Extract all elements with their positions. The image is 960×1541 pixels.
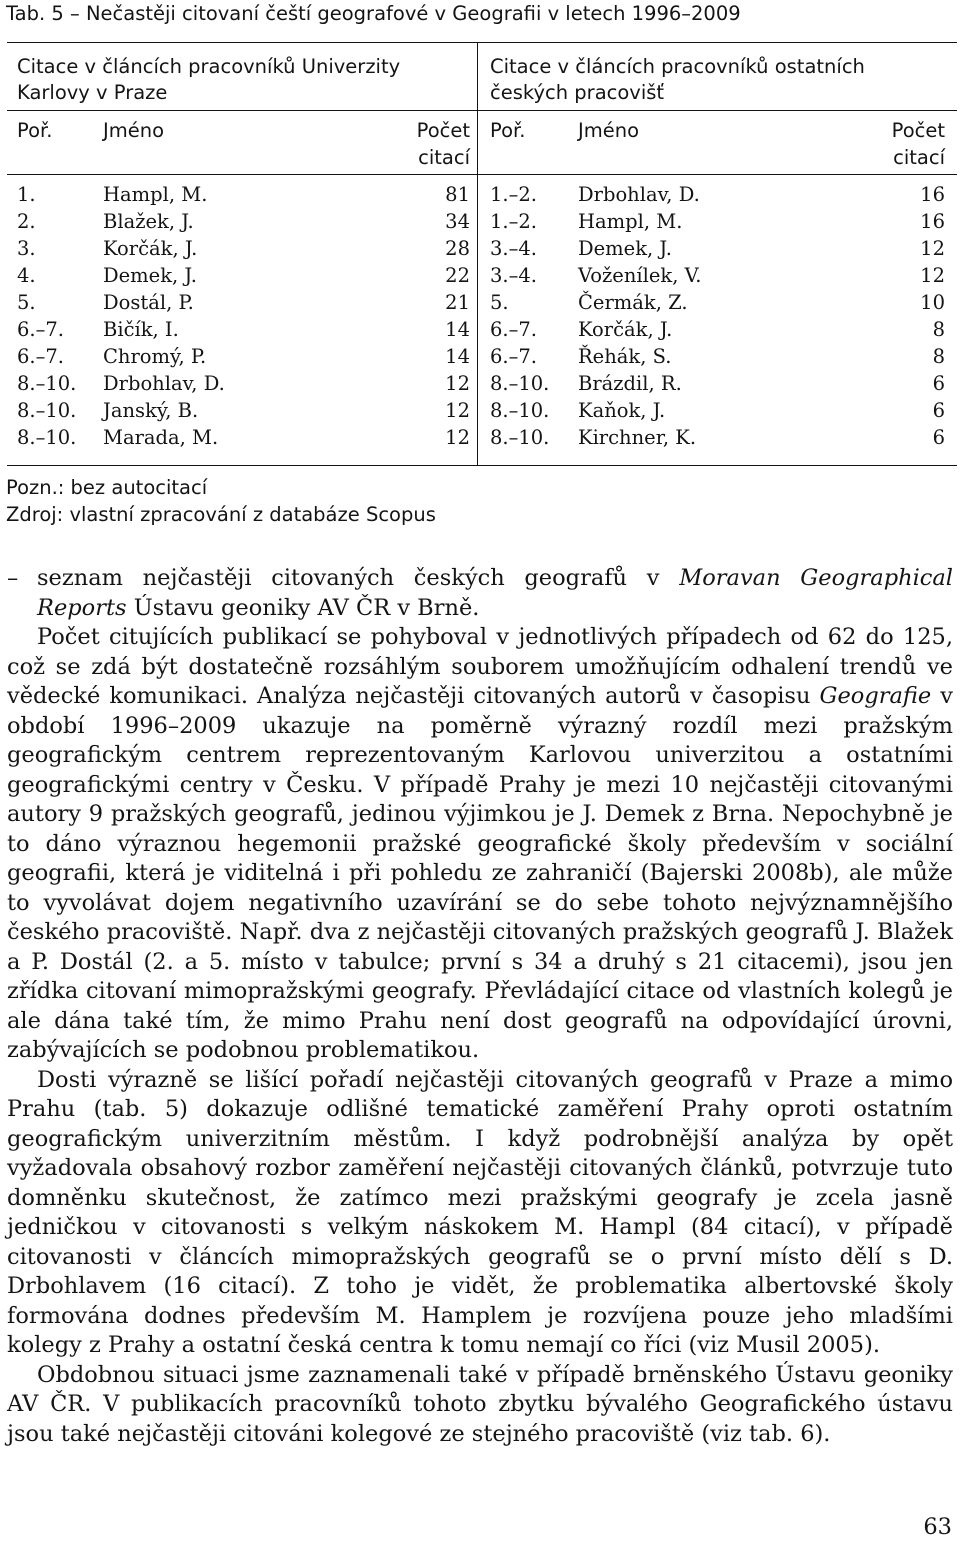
right-group-title-line-1: Citace v článcích pracovníků ostatních [490, 55, 865, 78]
count-cell: 16 [920, 210, 945, 233]
paragraph-1 [7, 623, 953, 1066]
right-group-title-rule [478, 110, 957, 111]
left-group-title [17, 54, 400, 106]
paragraph-1-text-before: Počet citujících publikací se pohyboval v jednotlivých případech od 62 do 125, což se zdá být dostatečně rozsáhlým souborem umožňujícím odhalení trendů ve vědecké komunikaci. Analýza nejčastěji citovaných autorů v časopisu [7, 624, 953, 709]
name-cell: Bičík, I. [103, 318, 179, 341]
name-cell: Hampl, M. [578, 210, 683, 233]
count-cell: 28 [445, 237, 470, 260]
table-row [490, 343, 945, 370]
table-row [490, 397, 945, 424]
right-header-rule [478, 174, 957, 175]
table-row [490, 316, 945, 343]
right-col-count-header-1: Počet [891, 119, 945, 142]
left-group-title-line-2: Karlovy v Praze [17, 81, 168, 104]
table-row [490, 370, 945, 397]
name-cell: Drbohlav, D. [578, 183, 700, 206]
name-cell: Řehák, S. [578, 345, 672, 368]
rank-cell: 8.–10. [17, 372, 77, 395]
count-cell: 6 [932, 372, 945, 395]
count-cell: 34 [445, 210, 470, 233]
page-number: 63 [923, 1514, 952, 1540]
count-cell: 8 [932, 318, 945, 341]
count-cell: 12 [445, 426, 470, 449]
name-cell: Hampl, M. [103, 183, 208, 206]
name-cell: Chromý, P. [103, 345, 207, 368]
table-row [17, 424, 470, 451]
rank-cell: 2. [17, 210, 36, 233]
table-row [490, 181, 945, 208]
paragraph-2: Dosti výrazně se lišící pořadí nejčastěji citovaných geografů v Praze a mimo Prahu (tab. 5) dokazuje odlišné tematické zaměření Prahy oproti ostatním geografickým univerzitním městům. I když podrobnější analýza by opět vyžadovala obsahový rozbor zaměření nejčastěji citovaných článků, potvrzuje tuto domněnku skutečnost, že zatímco mezi pražskými geografy je zcela jasně jedničkou v citovanosti s velkým náskokem M. Hampl (84 citací), v případě citovanosti v článcích mimopražských geografů se o první místo dělí s D. Drbohlavem (16 citací). Z toho je vidět, že problematika albertovské školy formována dodnes především M. Hamplem je rozvíjena pouze jeho mladšími kolegy z Prahy a ostatní česká centra k tomu nemají co říci (viz Musil 2005). [7, 1066, 953, 1358]
table-row [490, 208, 945, 235]
table-row [490, 289, 945, 316]
rank-cell: 8.–10. [17, 426, 77, 449]
table-row [17, 208, 470, 235]
table-row [17, 343, 470, 370]
left-col-rank-header: Poř. [17, 119, 53, 142]
count-cell: 21 [445, 291, 470, 314]
count-cell: 12 [920, 264, 945, 287]
count-cell: 14 [445, 345, 470, 368]
name-cell: Korčák, J. [103, 237, 198, 260]
paragraph-1-text-after: v období 1996–2009 ukazuje na poměrně výrazný rozdíl mezi pražským geografickým centrem reprezentovaným Karlovou univerzitou a ostatními geografickými centry v Česku. V případě Prahy je mezi 10 nejčastěji citovanými autory 9 pražských geografů, jedinou výjimkou je J. Demek z Brna. Nepochybně je to dáno výraznou hegemonii pražské geografické školy především v sociální geografii, která je viditelná i při pohledu ze zahraničí (Bajerski 2008b), ale může to vyvolávat dojem negativního uzavírání se do sebe tohoto nejvýznamnějšího českého pracoviště. Např. dva z nejčastěji citovaných pražských geografů J. Blažek a P. Dostál (2. a 5. místo v tabulce; první s 34 a druhý s 21 citacemi), jsou jen zřídka citovaní mimopražskými geografy. Převládající citace od vlastních kolegů je ale dána také tím, že mimo Prahu není dost geografů na odpovídající úrovni, zabývajících se podobnou problematikou. [7, 683, 953, 1063]
journal-title-geografie: Geografie [819, 683, 932, 709]
count-cell: 22 [445, 264, 470, 287]
table-source: Zdroj: vlastní zpracování z databáze Scopus [6, 503, 436, 526]
count-cell: 14 [445, 318, 470, 341]
name-cell: Čermák, Z. [578, 291, 688, 314]
rank-cell: 3.–4. [490, 264, 537, 287]
rank-cell: 6.–7. [17, 345, 64, 368]
paragraph-3: Obdobnou situaci jsme zaznamenali také v případě brněnského Ústavu geoniky AV ČR. V publikacích pracovníků tohoto zbytku bývalého Geografického ústavu jsou také nejčastěji citováni kolegové ze stejného pracoviště (viz tab. 6). [7, 1361, 953, 1447]
name-cell: Dostál, P. [103, 291, 194, 314]
table-row [490, 235, 945, 262]
bullet-text-after: Ústavu geoniky AV ČR v Brně. [126, 594, 480, 621]
name-cell: Kirchner, K. [578, 426, 697, 449]
rank-cell: 5. [17, 291, 36, 314]
left-col-count-header-2: citací [418, 146, 470, 169]
name-cell: Voženílek, V. [578, 264, 702, 287]
table-row [17, 181, 470, 208]
rank-cell: 1.–2. [490, 210, 537, 233]
count-cell: 81 [445, 183, 470, 206]
count-cell: 10 [920, 291, 945, 314]
name-cell: Demek, J. [578, 237, 672, 260]
left-table-body [17, 181, 470, 451]
table-row [17, 370, 470, 397]
count-cell: 12 [920, 237, 945, 260]
left-group-title-rule [7, 110, 477, 111]
right-table-body [490, 181, 945, 451]
name-cell: Brázdil, R. [578, 372, 682, 395]
right-group-title-line-2: českých pracovišť [490, 81, 665, 104]
rank-cell: 3.–4. [490, 237, 537, 260]
left-header-rule [7, 174, 477, 175]
rank-cell: 8.–10. [490, 372, 550, 395]
article-body [7, 564, 953, 1449]
count-cell: 8 [932, 345, 945, 368]
rank-cell: 6.–7. [490, 318, 537, 341]
bullet-dash: – [7, 565, 19, 591]
rank-cell: 8.–10. [17, 399, 77, 422]
name-cell: Korčák, J. [578, 318, 673, 341]
left-group-title-line-1: Citace v článcích pracovníků Univerzity [17, 55, 401, 78]
rank-cell: 1.–2. [490, 183, 537, 206]
rank-cell: 4. [17, 264, 36, 287]
name-cell: Marada, M. [103, 426, 219, 449]
table-note: Pozn.: bez autocitací [6, 476, 208, 499]
journal-title: Moravan Geographical Reports [37, 565, 953, 621]
count-cell: 12 [445, 372, 470, 395]
table-title: Tab. 5 – Nečastěji citovaní čeští geografové v Geografii v letech 1996–2009 [6, 2, 741, 25]
left-col-count-header-1: Počet [416, 119, 470, 142]
right-col-count-header-2: citací [893, 146, 945, 169]
name-cell: Kaňok, J. [578, 399, 666, 422]
name-cell: Janský, B. [103, 399, 199, 422]
rank-cell: 5. [490, 291, 509, 314]
rank-cell: 3. [17, 237, 36, 260]
table-row [17, 262, 470, 289]
table-row [490, 424, 945, 451]
count-cell: 12 [445, 399, 470, 422]
count-cell: 6 [932, 399, 945, 422]
rank-cell: 8.–10. [490, 426, 550, 449]
name-cell: Drbohlav, D. [103, 372, 225, 395]
count-cell: 16 [920, 183, 945, 206]
bullet-text-before: seznam nejčastěji citovaných českých geografů v [37, 565, 680, 591]
table-row [17, 316, 470, 343]
count-cell: 6 [932, 426, 945, 449]
right-col-rank-header: Poř. [490, 119, 526, 142]
name-cell: Blažek, J. [103, 210, 194, 233]
table-row [17, 235, 470, 262]
table-row [17, 397, 470, 424]
name-cell: Demek, J. [103, 264, 197, 287]
table-column-divider [477, 42, 478, 466]
right-col-name-header: Jméno [578, 119, 640, 142]
rank-cell: 6.–7. [490, 345, 537, 368]
rank-cell: 1. [17, 183, 36, 206]
bullet-item [7, 564, 953, 623]
table-row [490, 262, 945, 289]
table-row [17, 289, 470, 316]
rank-cell: 6.–7. [17, 318, 64, 341]
left-col-name-header: Jméno [103, 119, 165, 142]
rank-cell: 8.–10. [490, 399, 550, 422]
right-group-title [490, 54, 865, 106]
